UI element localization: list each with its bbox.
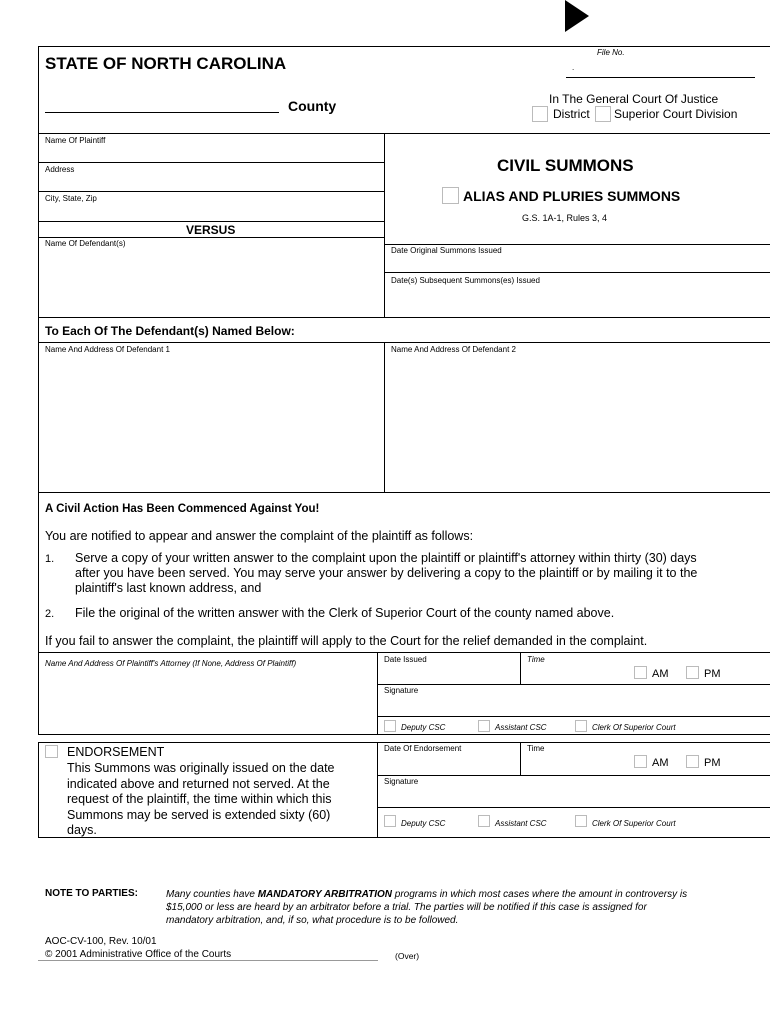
- item1-line2: after you have been served. You may serve your answer by delivering a copy to the plaintiff or by mailing it to the: [75, 566, 698, 580]
- county-input-line[interactable]: [45, 112, 279, 113]
- defendant2-label: Name And Address Of Defendant 2: [391, 345, 516, 354]
- endorsement-am-label: AM: [652, 757, 669, 769]
- defendants-heading: To Each Of The Defendant(s) Named Below:: [45, 324, 295, 338]
- plaintiff-name-label: Name Of Plaintiff: [45, 136, 106, 145]
- issue-top-line: [38, 652, 770, 653]
- defendant-name-label: Name Of Defendant(s): [45, 239, 126, 248]
- date-subsequent-line: [384, 272, 770, 273]
- superior-checkbox[interactable]: [595, 106, 611, 122]
- defendants-top-line: [38, 317, 770, 318]
- alias-checkbox[interactable]: [442, 187, 459, 204]
- issue-signature-bottom-line: [377, 716, 770, 717]
- date-subsequent-label: Date(s) Subsequent Summons(es) Issued: [391, 276, 540, 285]
- note-line3: mandatory arbitration, and, if so, what procedure is to be followed.: [166, 915, 459, 926]
- endorsement-assistant-checkbox[interactable]: [478, 815, 490, 827]
- deputy-csc-checkbox[interactable]: [384, 720, 396, 732]
- endorsement-line5: days.: [67, 823, 97, 837]
- endorsement-signature-top-line: [377, 775, 770, 776]
- endorsement-am-checkbox[interactable]: [634, 755, 647, 768]
- endorsement-checkbox[interactable]: [45, 745, 58, 758]
- note-line1-a: Many counties have: [166, 889, 258, 900]
- form-top-border: [38, 46, 770, 47]
- note-line1: [166, 888, 766, 901]
- copyright: © 2001 Administrative Office of the Courts: [45, 949, 232, 960]
- clerk-checkbox[interactable]: [575, 720, 587, 732]
- next-page-arrow-icon[interactable]: [565, 0, 591, 34]
- endorsement-pm-label: PM: [704, 757, 721, 769]
- versus-line: [38, 237, 384, 238]
- deputy-csc-label: Deputy CSC: [401, 723, 446, 732]
- defendants-bottom-line: [38, 492, 770, 493]
- endorsement-line3: request of the plaintiff, the time within which this: [67, 792, 332, 806]
- address-label: Address: [45, 165, 75, 174]
- item1-line1: Serve a copy of your written answer to the complaint upon the plaintiff or plaintiff's attorney within thirty (30) days: [75, 551, 697, 565]
- versus-label: VERSUS: [186, 223, 236, 237]
- pm-checkbox[interactable]: [686, 666, 699, 679]
- endorsement-text: [67, 761, 335, 839]
- over-label: (Over): [395, 951, 420, 961]
- issue-divider: [377, 652, 378, 734]
- clerk-label: Clerk Of Superior Court: [592, 723, 676, 732]
- footer-line: [38, 960, 378, 961]
- state-title: STATE OF NORTH CAROLINA: [45, 54, 287, 73]
- endorsement-top-line: [38, 742, 770, 743]
- assistant-csc-label: Assistant CSC: [495, 723, 547, 732]
- parties-top-line: [38, 133, 770, 134]
- plaintiff-line: [38, 162, 384, 163]
- note-text: [166, 888, 766, 927]
- endorsement-time-label: Time: [527, 744, 545, 753]
- endorsement-pm-checkbox[interactable]: [686, 755, 699, 768]
- endorsement-signature-label: Signature: [384, 777, 419, 786]
- endorsement-bottom-line: [38, 837, 770, 838]
- endorsement-line4: Summons may be served is extended sixty (60): [67, 807, 331, 822]
- item2-text: File the original of the written answer with the Clerk of Superior Court of the county named above.: [75, 606, 615, 620]
- endorsement-deputy-label: Deputy CSC: [401, 819, 446, 828]
- signature-label: Signature: [384, 686, 419, 695]
- civil-summons-title: CIVIL SUMMONS: [497, 156, 634, 175]
- form-left-border: [38, 46, 39, 734]
- endorsement-left-border: [38, 742, 39, 838]
- date-issued-label: Date Issued: [384, 655, 427, 664]
- superior-label: Superior Court Division: [614, 107, 738, 121]
- endorsement-time-divider: [520, 742, 521, 775]
- endorsement-assistant-label: Assistant CSC: [495, 819, 547, 828]
- alias-label: ALIAS AND PLURIES SUMMONS: [463, 188, 681, 204]
- endorsement-line2: indicated above and returned not served. At the: [67, 776, 330, 791]
- note-line1-bold: MANDATORY ARBITRATION: [257, 889, 392, 900]
- city-line: [38, 221, 384, 222]
- item1-line3: plaintiff's last known address, and: [75, 581, 262, 595]
- file-no-label: File No.: [597, 48, 625, 57]
- am-label: AM: [652, 668, 669, 680]
- note-label: NOTE TO PARTIES:: [45, 888, 138, 899]
- issue-time-divider: [520, 652, 521, 684]
- file-no-line: [566, 77, 755, 78]
- assistant-csc-checkbox[interactable]: [478, 720, 490, 732]
- parties-divider: [384, 133, 385, 317]
- district-checkbox[interactable]: [532, 106, 548, 122]
- attorney-label: Name And Address Of Plaintiff's Attorney (If None, Address Of Plaintiff): [45, 659, 297, 668]
- endorsement-divider: [377, 742, 378, 838]
- endorsement-clerk-checkbox[interactable]: [575, 815, 587, 827]
- address-line: [38, 191, 384, 192]
- time-label: Time: [527, 655, 545, 664]
- note-line1-c: programs in which most cases where the amount in controversy is: [391, 889, 688, 900]
- endorsement-date-label: Date Of Endorsement: [384, 744, 462, 753]
- file-no-value[interactable]: .: [572, 63, 575, 72]
- pm-label: PM: [704, 668, 721, 680]
- statute-label: G.S. 1A-1, Rules 3, 4: [522, 213, 608, 223]
- issue-bottom-line: [38, 734, 770, 735]
- district-label: District: [553, 107, 590, 121]
- am-checkbox[interactable]: [634, 666, 647, 679]
- defendants-heading-line: [38, 342, 770, 343]
- endorsement-line1: This Summons was originally issued on the date: [67, 761, 335, 775]
- endorsement-signature-bottom-line: [377, 807, 770, 808]
- notice-heading: A Civil Action Has Been Commenced Against You!: [45, 503, 320, 515]
- date-original-line: [384, 244, 770, 245]
- date-original-label: Date Original Summons Issued: [391, 246, 502, 255]
- item1-text: [75, 551, 697, 596]
- defendant1-label: Name And Address Of Defendant 1: [45, 345, 170, 354]
- endorsement-deputy-checkbox[interactable]: [384, 815, 396, 827]
- county-label: County: [288, 98, 337, 114]
- item2-number: 2.: [45, 608, 55, 620]
- form-number: AOC-CV-100, Rev. 10/01: [45, 936, 157, 947]
- item1-number: 1.: [45, 553, 55, 565]
- notice-intro: You are notified to appear and answer the complaint of the plaintiff as follows:: [45, 529, 474, 543]
- court-title: In The General Court Of Justice: [549, 92, 719, 106]
- issue-signature-top-line: [377, 684, 770, 685]
- defendants-divider: [384, 342, 385, 492]
- endorsement-clerk-label: Clerk Of Superior Court: [592, 819, 676, 828]
- fail-text: If you fail to answer the complaint, the plaintiff will apply to the Court for the relief demanded in the complaint.: [45, 634, 648, 648]
- endorsement-title: ENDORSEMENT: [67, 745, 165, 759]
- note-line2: $15,000 or less are heard by an arbitrator before a trial. The parties will be notified if this case is assigned for: [166, 902, 647, 913]
- city-state-zip-label: City, State, Zip: [45, 194, 97, 203]
